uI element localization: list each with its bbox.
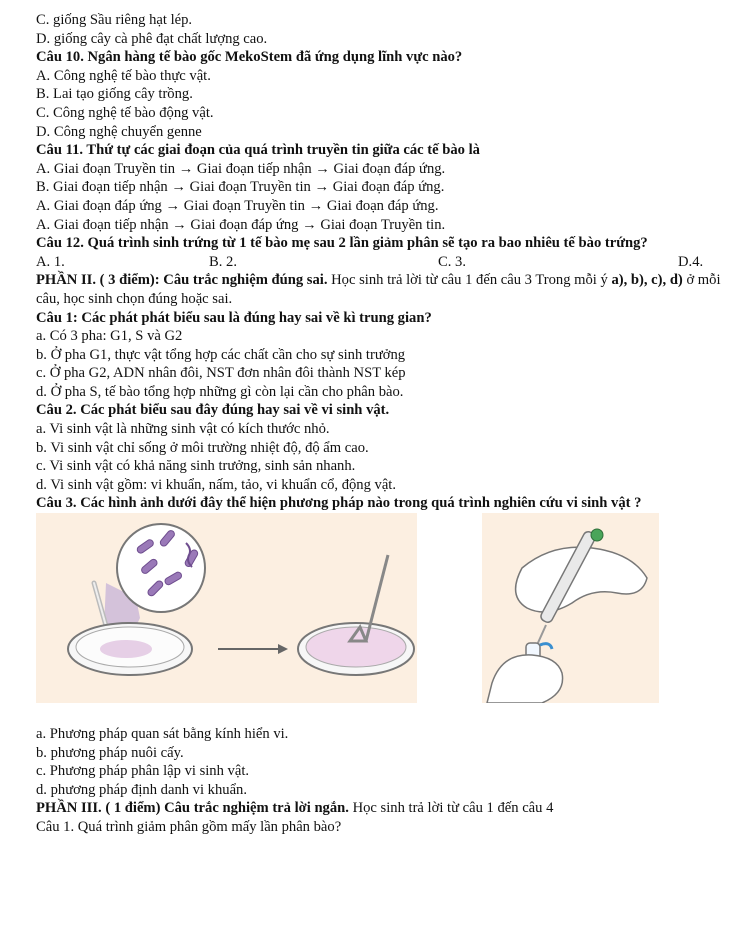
statement-b: b. phương pháp nuôi cấy. bbox=[36, 744, 184, 761]
culture-streaking-illustration bbox=[36, 513, 417, 703]
option-b: B. Giai đoạn tiếp nhận → Giai đoạn Truyền tin → Giai đoạn đáp ứng. bbox=[36, 179, 445, 196]
part-2-title: PHẦN II. ( 3 điểm): Câu trắc nghiệm đúng sai. bbox=[36, 272, 328, 289]
statement-a: a. Vi sinh vật là những sinh vật có kích thước nhỏ. bbox=[36, 421, 330, 438]
option-b: B. Lai tạo giống cây trồng. bbox=[36, 86, 193, 103]
option-b: B. 2. bbox=[209, 253, 237, 270]
option-d: D.4. bbox=[678, 253, 704, 270]
statement-a: a. Có 3 pha: G1, S và G2 bbox=[36, 328, 183, 345]
option-a: A. 1. bbox=[36, 253, 65, 270]
part2-question-2-text: Câu 2. Các phát biểu sau đây đúng hay sai về vi sinh vật. bbox=[36, 402, 390, 419]
option-c: A. Giai đoạn đáp ứng → Giai đoạn Truyền tin → Giai đoạn đáp ứng. bbox=[36, 197, 439, 214]
question-10 bbox=[36, 48, 742, 67]
option-a: A. Công nghệ tế bào thực vật. bbox=[36, 67, 211, 84]
part-3-instruction: Học sinh trả lời từ câu 1 đến câu 4 bbox=[348, 800, 554, 817]
option-d: A. Giai đoạn tiếp nhận → Giai đoạn đáp ứng → Giai đoạn Truyền tin. bbox=[36, 216, 446, 233]
statement-c: c. Ở pha G2, ADN nhân đôi, NST đơn nhân đôi thành NST kép bbox=[36, 365, 406, 382]
part-3-title: PHẦN III. ( 1 điểm) Câu trắc nghiệm trả lời ngắn. bbox=[36, 800, 349, 817]
document-page bbox=[36, 11, 742, 837]
part-2-instruction: Học sinh trả lời từ câu 1 đến câu 3 Trong mỗi ý bbox=[327, 272, 612, 289]
statement-c: c. Vi sinh vật có khả năng sinh trưởng, sinh sản nhanh. bbox=[36, 458, 356, 475]
part2-question-2 bbox=[36, 401, 742, 420]
question-11-text: Câu 11. Thứ tự các giai đoạn của quá trình truyền tin giữa các tế bào là bbox=[36, 142, 480, 159]
statement-d: d. Vi sinh vật gồm: vi khuẩn, nấm, tảo, vi khuẩn cổ, động vật. bbox=[36, 476, 397, 493]
statement-d: d. Ở pha S, tế bào tổng hợp những gì còn lại cần cho phân bào. bbox=[36, 383, 404, 400]
statement-d: d. phương pháp định danh vi khuẩn. bbox=[36, 781, 247, 798]
question-10-text: Câu 10. Ngân hàng tế bào gốc MekoStem đã ứng dụng lĩnh vực nào? bbox=[36, 49, 463, 66]
option-c: C. 3. bbox=[438, 253, 466, 270]
part2-question-1 bbox=[36, 309, 742, 328]
figures-row bbox=[36, 513, 742, 725]
question-12 bbox=[36, 234, 742, 253]
text-line: D. giống cây cà phê đạt chất lượng cao. bbox=[36, 30, 268, 47]
question-12-options bbox=[36, 253, 742, 272]
text-line: C. giống Sầu riêng hạt lép. bbox=[36, 12, 193, 28]
part-2-heading bbox=[36, 271, 742, 308]
part2-question-3 bbox=[36, 494, 742, 513]
part-2-options: a), b), c), d) bbox=[611, 272, 683, 289]
part2-question-1-text: Câu 1: Các phát phát biểu sau là đúng hay sai về kì trung gian? bbox=[36, 309, 432, 326]
option-a: A. Giai đoạn Truyền tin → Giai đoạn tiếp nhận → Giai đoạn đáp ứng. bbox=[36, 160, 446, 177]
option-d: D. Công nghệ chuyển genne bbox=[36, 123, 202, 140]
part-2-instruction-end: ở mỗi câu, học sinh chọn đúng hoặc sai. bbox=[36, 272, 721, 307]
option-c: C. Công nghệ tế bào động vật. bbox=[36, 104, 214, 121]
statement-b: b. Ở pha G1, thực vật tổng hợp các chất cần cho sự sinh trưởng bbox=[36, 346, 406, 363]
statement-a: a. Phương pháp quan sát bằng kính hiển vi. bbox=[36, 726, 289, 743]
statement-b: b. Vi sinh vật chỉ sống ở môi trường nhiệt độ, độ ẩm cao. bbox=[36, 439, 369, 456]
part2-question-3-text: Câu 3. Các hình ảnh dưới đây thể hiện phương pháp nào trong quá trình nghiên cứu vi sinh vật ? bbox=[36, 495, 642, 512]
part3-question-1: Câu 1. Quá trình giảm phân gồm mấy lần phân bào? bbox=[36, 819, 342, 835]
pipette-tube-illustration bbox=[482, 513, 659, 703]
question-11 bbox=[36, 141, 742, 160]
statement-c: c. Phương pháp phân lập vi sinh vật. bbox=[36, 763, 250, 780]
question-12-text: Câu 12. Quá trình sinh trứng từ 1 tế bào mẹ sau 2 lần giảm phân sẽ tạo ra bao nhiêu tế bào trứng? bbox=[36, 235, 648, 252]
part-3-heading bbox=[36, 799, 742, 818]
